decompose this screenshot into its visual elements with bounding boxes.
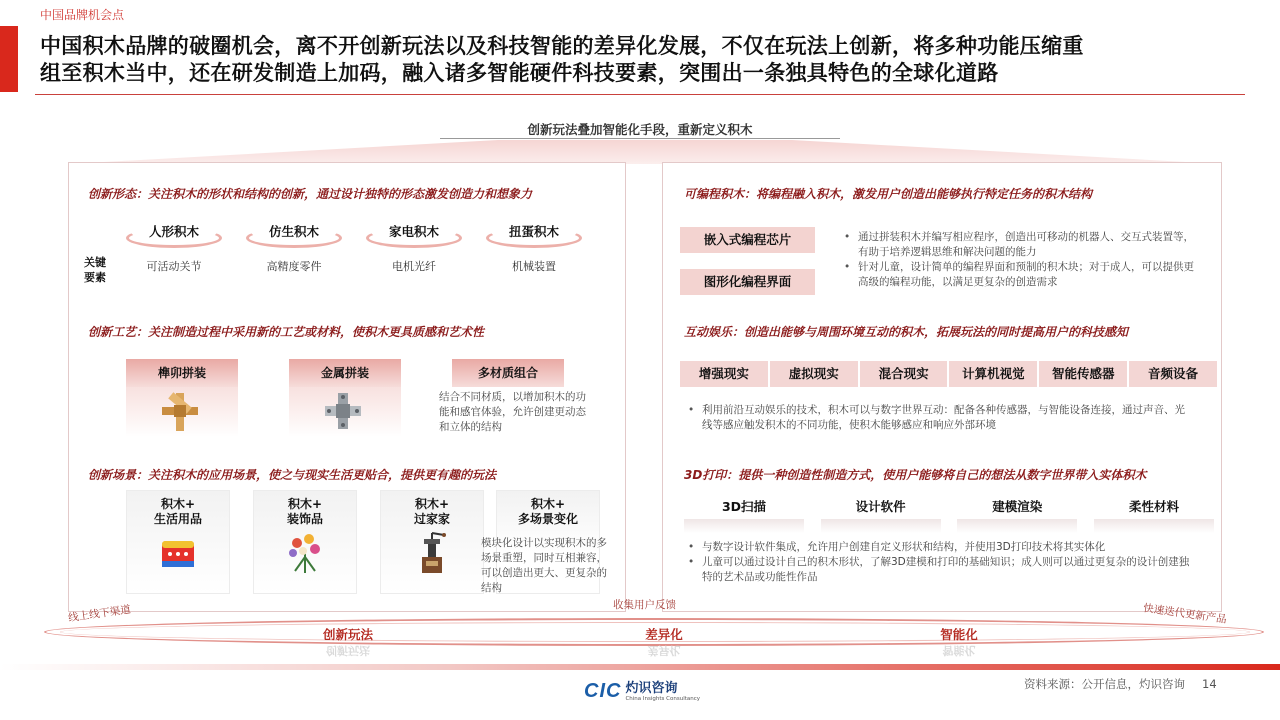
form-item-name: 扭蛋积木: [508, 224, 559, 239]
subtitle-underline: [440, 138, 840, 139]
ring-right-label: 快速迭代更新产品: [1142, 602, 1228, 626]
scene-line-2: 多场景变化: [517, 512, 578, 526]
ring-top-label: 收集用户反馈: [613, 599, 676, 611]
print3d-section-title: 3D打印：提供一种创造性制造方式，使用户能够将自己的想法从数字世界带入实体积木: [684, 468, 1147, 482]
form-item-name: 人形积木: [148, 224, 199, 239]
key-elements-text: 关键 要素: [84, 256, 106, 284]
print3d-item-label: 3D扫描: [721, 499, 767, 514]
tech-row: [680, 361, 1217, 387]
bullet-item: • 针对儿童，设计简单的编程界面和预制的积木块；对于成人，可以提供更高级的编程功能，以满足更复杂的创造需求: [840, 260, 1195, 290]
form-item-sub: 电机光纤: [392, 260, 436, 273]
scene-line-2: 生活用品: [153, 512, 202, 526]
ring-item-label: 创新玩法: [322, 627, 373, 642]
tech-cv: 计算机视觉: [949, 361, 1037, 387]
key-elements-label: [84, 255, 110, 285]
title-divider: [35, 94, 1245, 95]
craft-image-area: [289, 387, 401, 437]
print3d-item-label: 柔性材料: [1128, 499, 1179, 514]
scene-card-label: [497, 491, 599, 527]
tech-vr: 虚拟现实: [770, 361, 858, 387]
diagram-subtitle: 创新玩法叠加智能化手段，重新定义积木: [527, 122, 753, 137]
interactive-bullets: [684, 403, 1194, 433]
print3d-bullets: [684, 540, 1194, 585]
print3d-software: [821, 497, 941, 533]
print3d-scan: [684, 497, 804, 533]
logo-cn: 灼识咨询: [625, 680, 678, 696]
scene-line-1: 积木+: [287, 497, 323, 511]
program-section-title: 可编程积木：将编程融入积木，激发用户创造出能够执行特定任务的积木结构: [684, 187, 1093, 201]
craft-image-area: [126, 387, 238, 437]
scene-line-2: 过家家: [413, 512, 450, 526]
scene-line-1: 积木+: [414, 497, 450, 511]
form-item-name: 家电积木: [388, 224, 439, 239]
craft-tab-label: 金属拼装: [289, 359, 401, 387]
ring-item-differentiation: [636, 625, 692, 659]
ring-item-reflection: 创新玩法: [326, 644, 370, 657]
tech-mr: 混合现实: [860, 361, 948, 387]
page-title: [40, 33, 1260, 87]
craft-description: 结合不同材质，以增加积木的功能和感官体验，允许创建更动态和立体的结构: [439, 391, 586, 433]
footer-gradient-bar: [0, 664, 1280, 670]
page-title-line-2: 组至积木当中，还在研发制造上加码，融入诸多智能硬件科技要素，突围出一条独具特色的全球化道路: [40, 61, 999, 85]
form-item-bionic: [246, 222, 342, 274]
form-item-gashapon: [486, 222, 582, 274]
print3d-render: [957, 497, 1077, 533]
scene-section-title: 创新场景：关注积木的应用场景，使之与现实生活更贴合，提供更有趣的玩法: [88, 468, 497, 482]
bullet-item: • 利用前沿互动娱乐的技术，积木可以与数字世界互动：配备各种传感器，与智能设备连接，通过声音、光线等感应触发积木的不同功能，使积木能够感应和响应外部环境: [684, 403, 1194, 433]
scene-card-daily: [126, 490, 230, 594]
logo-en: China Insights Consultancy: [625, 695, 701, 702]
form-item-sub: 高精度零件: [266, 260, 322, 273]
craft-tab-label: 多材质组合: [452, 359, 564, 387]
item-fade: [821, 519, 941, 533]
bullet-item: • 与数字设计软件集成，允许用户创建自定义形状和结构，并使用3D打印技术将其实体化: [684, 540, 1194, 555]
scene-line-1: 积木+: [160, 497, 196, 511]
form-item-humanoid: [126, 222, 222, 274]
ring-left-label: 线上线下渠道: [67, 603, 132, 625]
scene-description: 模块化设计以实现积木的多场景重塑，同时互相兼容，可以创造出更大、更复杂的结构: [481, 537, 607, 594]
ring-item-reflection: 差异化: [647, 644, 681, 657]
craft-item-multimaterial: [452, 359, 564, 387]
scene-card-playhouse: [380, 490, 484, 594]
form-item-appliance: [366, 222, 462, 274]
form-item-sub: 机械装置: [512, 260, 556, 273]
form-item-name: 仿生积木: [268, 224, 319, 239]
storage-box-icon: [158, 533, 198, 573]
tech-sensor: 智能传感器: [1039, 361, 1127, 387]
craft-section-title: 创新工艺：关注制造过程中采用新的工艺或材料，使积木更具质感和艺术性: [88, 325, 485, 339]
program-bullets: [840, 230, 1195, 290]
craft-tab-label: 榫卯拼装: [126, 359, 238, 387]
print3d-material: [1094, 497, 1214, 533]
interactive-section-title: 互动娱乐：创造出能够与周围环境互动的积木，拓展玩法的同时提高用户的科技感知: [684, 325, 1129, 339]
scene-card-label: [254, 491, 356, 527]
bullet-item: • 儿童可以通过设计自己的积木形状，了解3D建模和打印的基础知识；成人则可以通过更复杂的设计创建独特的艺术品或功能性作品: [684, 555, 1194, 585]
flower-bouquet-icon: [283, 531, 327, 575]
ring-item-innovation: [316, 625, 380, 659]
scene-line-1: 积木+: [530, 497, 566, 511]
bullet-item: • 通过拼装积木并编写相应程序，创造出可移动的机器人、交互式装置等，有助于培养逻辑思维和解决问题的能力: [840, 230, 1195, 260]
company-logo: [584, 680, 704, 712]
program-box-chip: 嵌入式编程芯片: [680, 227, 815, 253]
coffee-grinder-icon: [412, 531, 452, 575]
ring-item-reflection: 智能化: [942, 644, 976, 657]
form-item-sub: 可活动关节: [146, 260, 202, 273]
metal-joint-icon: [323, 391, 363, 431]
page-number: 14: [1202, 677, 1217, 691]
ring-item-intelligence: [931, 625, 987, 659]
print3d-item-label: 建模渲染: [992, 499, 1043, 514]
program-box-gui: 图形化编程界面: [680, 269, 815, 295]
page-title-line-1: 中国积木品牌的破圈机会，离不开创新玩法以及科技智能的差异化发展，不仅在玩法上创新，将多种功能压缩重: [40, 34, 1084, 58]
scene-line-2: 装饰品: [286, 512, 323, 526]
roof-shape: [68, 140, 1222, 164]
craft-item-metal: [289, 359, 401, 437]
accent-bar: [0, 26, 18, 92]
ring-item-label: 智能化: [940, 627, 978, 642]
scene-card-decor: [253, 490, 357, 594]
section-tag: 中国品牌机会点: [40, 8, 125, 22]
wooden-puzzle-icon: [160, 391, 200, 433]
tech-audio: 音频设备: [1129, 361, 1217, 387]
source-note: 资料来源：公开信息，灼识咨询: [1024, 677, 1185, 691]
print3d-item-label: 设计软件: [855, 499, 906, 514]
item-fade: [1094, 519, 1214, 533]
scene-card-label: [381, 491, 483, 527]
tech-ar: 增强现实: [680, 361, 768, 387]
logo-mark: CIC: [584, 680, 622, 702]
craft-item-mortise: [126, 359, 238, 437]
item-fade: [957, 519, 1077, 533]
scene-card-label: [127, 491, 229, 527]
item-fade: [684, 519, 804, 533]
print3d-row: [684, 497, 1214, 533]
form-section-title: 创新形态：关注积木的形状和结构的创新，通过设计独特的形态激发创造力和想象力: [88, 187, 533, 201]
ring-item-label: 差异化: [645, 627, 683, 642]
